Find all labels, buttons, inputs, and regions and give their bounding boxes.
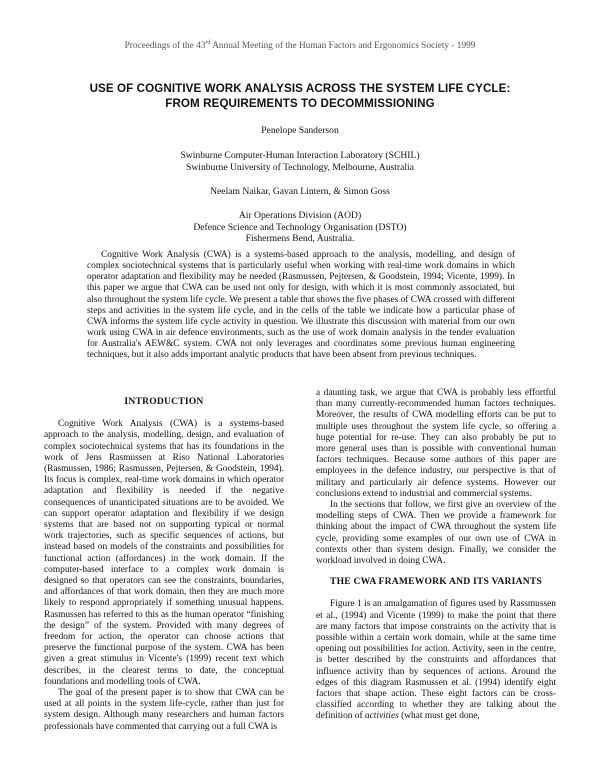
author-names-2: Neelam Naikar, Gavan Lintern, & Simon Goss (210, 186, 390, 197)
paper-title (60, 81, 540, 111)
framework-paragraph-1: Figure 1 is an amalgamation of figures used by Rassmussen et al., (1994) and Vicente (1999) to make the point that there are many factors that impose constraints on the activity that is possible within a certain work domain, while at the same time opening out possibilities for action. Activity, seen in the centre, is better described by the constraints and affordances that influence activity than by sequences of actions. Around the edges of this diagram Rasmussen et al. (1994) identify eight factors that shape action. These eight factors can be cross-classified according to whether they are talking about the definition of activities (what must get done, (316, 599, 556, 722)
running-header: Proceedings of the 43rd Annual Meeting of the Human Factors and Ergonomics Society - 1999 (124, 40, 476, 52)
introduction-paragraph-1: Cognitive Work Analysis (CWA) is a systems-based approach to the analysis, modelling, design, and evaluation of complex sociotechnical systems that has its foundations in the work of Jens Rasmussen at Riso National Laboratories (Rasmussen, 1986; Rasmussen, Pejtersen, & Goodstein, 1994). Its focus is complex, real-time work domains in which operator adaptation and flexibility is needed if the negative consequences of unanticipated situations are to be avoided. We can support operator adaptation and flexibility if we design systems that are based not on supporting typical or normal work trajectories, such as specific sequences of actions, but instead based on models of the constraints and possibilities for functional action (affordances) in the work domain. If the computer-based interface to a complex work domain is designed so that operators can see the constraints, boundaries, and affordances of that work domain, then they are much more likely to respond appropriately if something unusual happens. Rasmussen has referred to this as the human operator “finishing the design” of the system. Provided with many degrees of freedom for action, the operator can choose actions that preserve the functional purpose of the system. CWA has been given a great stimulus in Vicente's (1999) recent text which describes, in the clearest terms to date, the conceptual foundations and modelling tools of CWA. (44, 419, 284, 687)
abstract: Cognitive Work Analysis (CWA) is a systems-based approach to the analysis, modelling, and design of complex sociotechnical systems that is particularly useful when working with real-time work domains in which operator adaptation and flexibility may be needed (Rasmussen, Pejtersen, & Goodstein, 1994; Vicente, 1999). In this paper we argue that CWA can be used not only for design, with which it is most commonly associated, but also throughout the system life cycle. We present a table that shows the five phases of CWA crossed with different steps and activities in the system life cycle, and in the cells of the table we indicate how a particular phase of CWA informs the system life cycle activity in question. We illustrate this discussion with material from our own work using CWA in air defence environments, such as the use of work domain analysis in the tender evaluation for Australia's AEW&C system. CWA not only leverages and coordinates some previous human engineering techniques, but it also adds important analytic products that have been absent from previous techniques. (87, 250, 515, 361)
introduction-paragraph-2: The goal of the present paper is to show that CWA can be used at all points in the system life-cycle, rather than just for system design. Although many researchers and human factors professionals have commented that carrying out a full CWA is (44, 688, 284, 732)
affiliation-1-line-2: Swinburne University of Technology, Melbourne, Australia (186, 161, 414, 173)
affiliation-2-line-1: Air Operations Division (AOD) (238, 210, 362, 221)
framework-heading: THE CWA FRAMEWORK AND ITS VARIANTS (330, 576, 542, 588)
right-column (316, 388, 556, 723)
introduction-paragraph-2-continued: a daunting task, we argue that CWA is probably less effortful than many currently-recommended human factors techniques. Moreover, the results of CWA modelling efforts can be put to multiple uses throughout the system life cycle, so offering a huge potential for re-use. They can also probably be put to more general uses than is possible with conventional human factors techniques. Because some authors of this paper are employees in the defence industry, our perspective is that of military and particularly air defence systems. However our conclusions extend to industrial and commercial systems. (316, 388, 556, 499)
author-name: Penelope Sanderson (261, 125, 339, 136)
left-column (44, 388, 284, 733)
affiliation-1-line-1: Swinburne Computer-Human Interaction Laboratory (SCHIL) (180, 150, 420, 161)
ordinal-superscript: rd (205, 40, 211, 46)
activities-emphasis: activities (364, 711, 399, 722)
affiliation-2 (100, 210, 500, 245)
affiliation-1 (100, 150, 500, 173)
affiliation-2-line-2: Defence Science and Technology Organisation (DSTO) (193, 221, 407, 233)
title-line-1: USE OF COGNITIVE WORK ANALYSIS ACROSS THE SYSTEM LIFE CYCLE: (89, 82, 511, 95)
affiliation-2-line-3: Fishermens Bend, Australia. (245, 233, 355, 244)
introduction-heading: INTRODUCTION (124, 396, 204, 407)
introduction-paragraph-3: In the sections that follow, we first give an overview of the modelling steps of CWA. Then we provide a framework for thinking about the impact of CWA throughout the system life cycle, providing some examples of our own use of CWA in contexts other than system design. Finally, we consider the workload involved in doing CWA. (316, 500, 556, 567)
title-line-2: FROM REQUIREMENTS TO DECOMMISSIONING (165, 97, 435, 110)
